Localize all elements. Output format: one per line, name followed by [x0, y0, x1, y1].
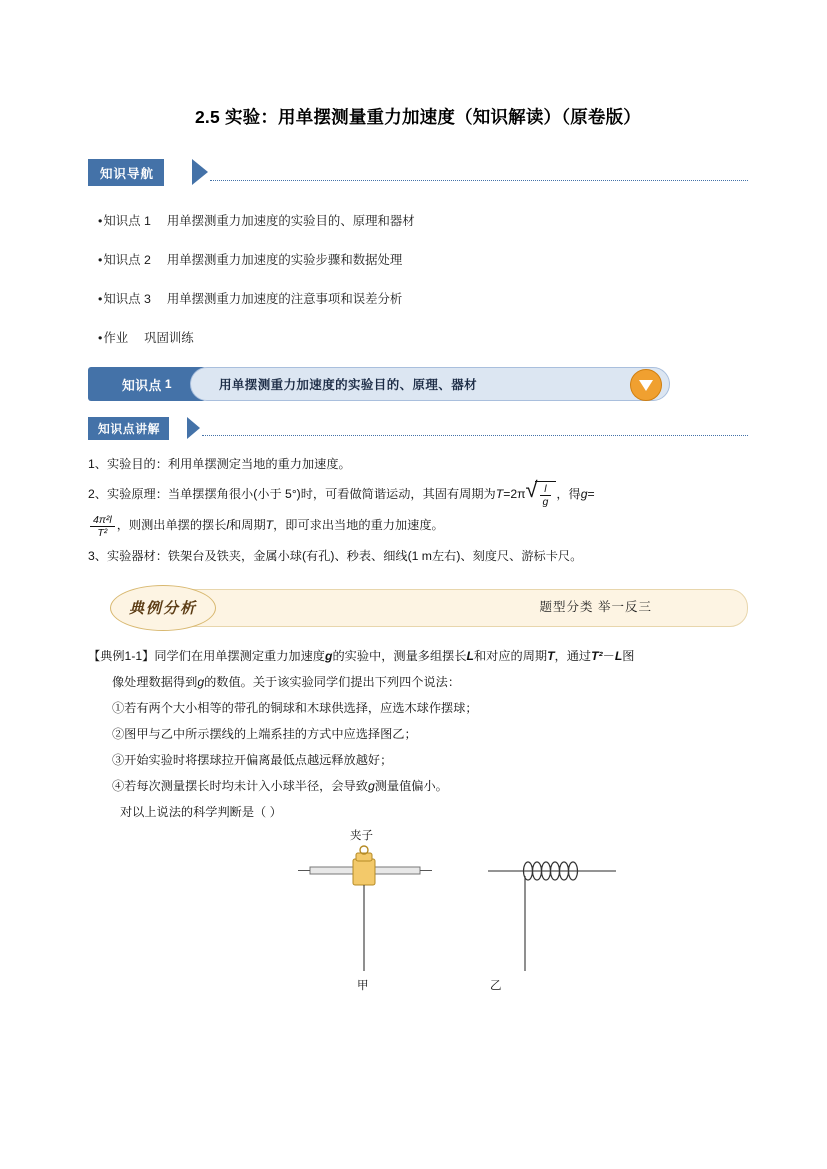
knowledge-point-title: 用单摆测重力加速度的实验目的、原理、器材 — [190, 367, 670, 401]
principle-text-c: ，则测出单摆的摆长 — [116, 518, 227, 533]
symbol-gravity: g — [580, 487, 588, 501]
experiment-principle — [88, 481, 748, 508]
knowledge-point-badge — [88, 367, 206, 401]
symbol-T: T — [547, 648, 555, 663]
symbol-L-2: L — [614, 648, 623, 663]
symbol-g-2: g — [197, 674, 205, 689]
principle-text-b: ，得 — [556, 487, 581, 501]
symbol-L: L — [466, 648, 474, 663]
question-text-2: 的实验中，测量多组摆长 — [332, 648, 467, 663]
banner-dotted-line — [210, 180, 748, 181]
knowledge-point-header — [88, 367, 748, 403]
option4-text-a: ④若每次测量摆长时均未计入小球半径，会导致 — [112, 778, 368, 793]
example-bar-background — [124, 589, 748, 627]
knowledge-point-badge-number: 1 — [164, 377, 173, 391]
figure-clip-label: 夹子 — [350, 829, 373, 842]
principle-text-a: 2、实验原理：当单摆摆角很小(小于 5°)时，可看做简谐运动，其固有周期为 — [88, 487, 496, 501]
sqrt-numerator: √ l — [544, 482, 547, 495]
experiment-principle-cont — [88, 512, 748, 538]
list-item — [98, 250, 748, 268]
fraction-denominator: T² — [90, 526, 115, 539]
sub-banner-arrow-icon — [187, 417, 200, 439]
symbol-period: T — [495, 487, 504, 501]
experiment-figure — [88, 831, 748, 1016]
experiment-purpose: 1、实验目的：利用单摆测定当地的重力加速度。 — [88, 457, 351, 471]
question-text-4: ，通过 — [554, 648, 592, 663]
question-number: 【典例1-1】 — [88, 648, 155, 663]
list-bullet: • — [98, 214, 103, 228]
question-option-3: ③开始实验时将摆球拉开偏离最低点越远释放越好； — [112, 752, 393, 767]
knowledge-explain-label: 知识点讲解 — [88, 417, 169, 440]
list-item-key: 知识点 3 — [103, 292, 151, 306]
question-dash: － — [602, 648, 615, 663]
banner-arrow-icon — [192, 159, 208, 185]
question-prompt: 对以上说法的科学判断是（ ） — [120, 804, 282, 819]
question-option-2: ②图甲与乙中所示摆线的上端系挂的方式中应选择图乙； — [112, 726, 417, 741]
symbol-length: l — [226, 518, 230, 533]
sqrt-denominator: g — [540, 495, 552, 508]
formula-fraction — [90, 514, 115, 539]
fraction-numerator: 4π²l — [93, 513, 112, 526]
question-text-5: 图 — [622, 648, 635, 663]
question-line-2 — [88, 669, 748, 695]
question-heading — [88, 643, 748, 669]
sub-banner-dotted-line — [202, 435, 748, 436]
page-title: 2.5 实验：用单摆测量重力加速度（知识解读）（原卷版） — [194, 107, 642, 127]
list-item-key: 知识点 2 — [103, 253, 151, 267]
list-item — [98, 289, 748, 307]
list-item-label: 用单摆测重力加速度的实验目的、原理和器材 — [166, 214, 415, 228]
knowledge-nav-list — [88, 211, 748, 346]
experiment-equipment: 3、实验器材：铁架台及铁夹，金属小球(有孔)、秒表、细线(1 m左右)、刻度尺、游标卡尺。 — [88, 548, 583, 563]
figure-label-yi: 乙 — [490, 979, 502, 992]
question-option-1: ①若有两个大小相等的带孔的铜球和木球供选择，应选木球作摆球； — [112, 700, 478, 715]
list-bullet: • — [98, 331, 103, 345]
symbol-g-3: g — [367, 778, 375, 793]
list-item-label: 巩固训练 — [144, 331, 194, 345]
principle-text-d: 和周期 — [229, 518, 266, 533]
list-item — [98, 211, 748, 229]
principle-eq: =2π — [503, 487, 526, 501]
option4-text-b: 测量值偏小。 — [374, 778, 448, 793]
list-item-label: 用单摆测重力加速度的注意事项和误差分析 — [166, 292, 403, 306]
symbol-g: g — [325, 648, 333, 663]
example-analysis-tag: 典例分析 — [110, 585, 216, 631]
question-option-4 — [88, 773, 748, 799]
list-item — [98, 328, 748, 346]
symbol-period-2: T — [265, 518, 274, 533]
list-bullet: • — [98, 292, 103, 306]
example-analysis-bar — [88, 585, 748, 629]
list-item-key: 作业 — [103, 331, 129, 345]
knowledge-explain-banner — [88, 417, 748, 443]
knowledge-point-badge-label: 知识点 — [121, 377, 162, 393]
figure-label-jia: 甲 — [357, 979, 369, 992]
question-text-3: 和对应的周期 — [473, 648, 548, 663]
principle-equals: = — [587, 487, 595, 501]
symbol-T-squared: T² — [591, 648, 603, 663]
question-line2-a: 像处理数据得到 — [112, 674, 198, 689]
question-block — [88, 643, 748, 825]
question-line2-b: 的数值。关于该实验同学们提出下列四个说法： — [204, 674, 461, 689]
example-bar-subtitle: 题型分类 举一反三 — [539, 599, 652, 614]
question-text-1: 同学们在用单摆测定重力加速度 — [154, 648, 325, 663]
principle-text-e: ，即可求出当地的重力加速度。 — [273, 518, 444, 533]
list-item-label: 用单摆测重力加速度的实验步骤和数据处理 — [166, 253, 403, 267]
list-item-key: 知识点 1 — [103, 214, 151, 228]
down-triangle-icon — [630, 369, 662, 401]
document-content — [88, 0, 748, 1016]
list-bullet: • — [98, 253, 103, 267]
sqrt-expression — [526, 481, 557, 508]
knowledge-nav-label: 知识导航 — [88, 159, 164, 186]
pendulum-diagram-svg — [88, 831, 748, 1016]
knowledge-nav-banner — [88, 159, 748, 189]
